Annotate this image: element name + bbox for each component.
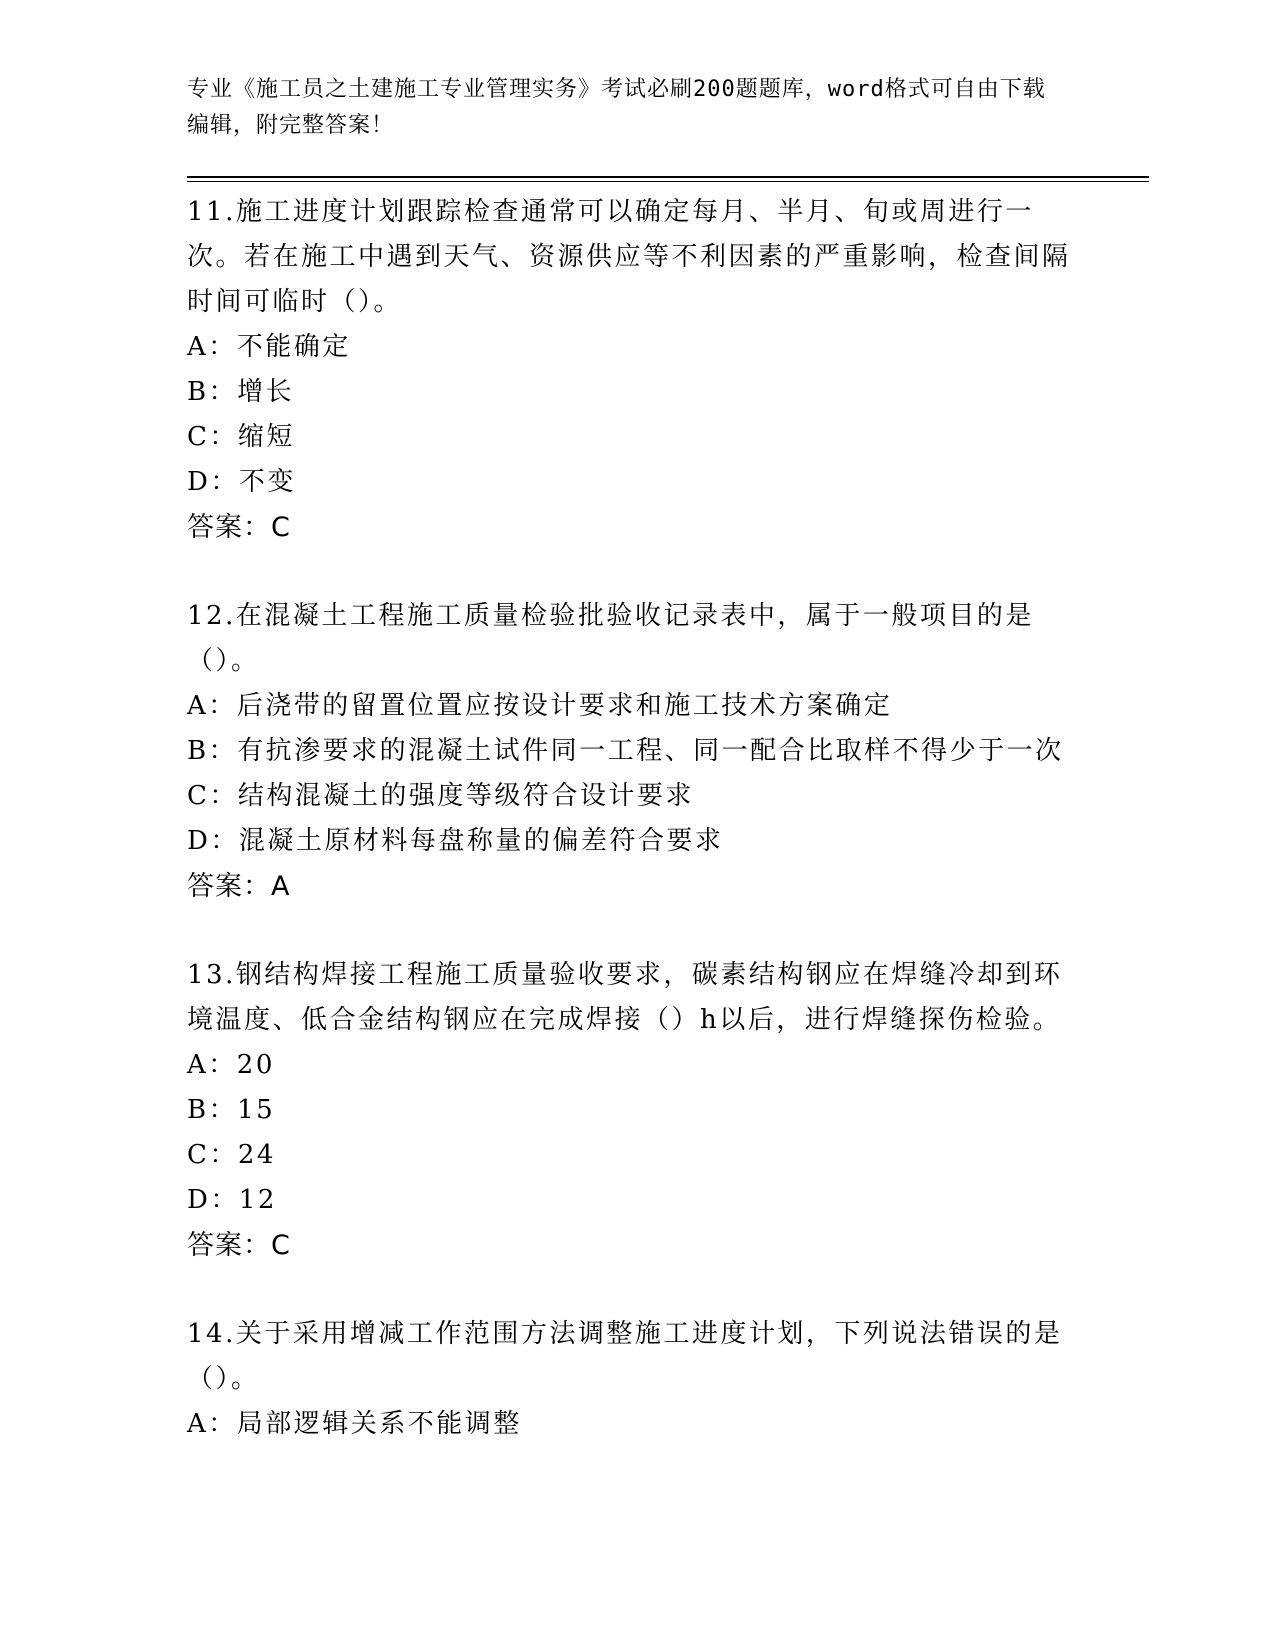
header-divider-thin: [187, 181, 1149, 182]
question-text: 11.施工进度计划跟踪检查通常可以确定每月、半月、旬或周进行一次。若在施工中遇到天气、资源供应等不利因素的严重影响，检查间隔时间可临时（）。: [187, 197, 1071, 317]
option-d: D：混凝土原材料每盘称量的偏差符合要求: [187, 826, 724, 856]
answer-line: 答案：C: [187, 512, 291, 543]
question-list: [187, 190, 1077, 1447]
question-text: 14.关于采用增减工作范围方法调整施工进度计划，下列说法错误的是（）。: [187, 1319, 1063, 1394]
question-14: [187, 1312, 1077, 1447]
question-13: [187, 953, 1077, 1268]
answer-line: 答案：C: [187, 1230, 291, 1261]
question-12: [187, 594, 1077, 909]
option-a: A：后浇带的留置位置应按设计要求和施工技术方案确定: [187, 691, 893, 721]
document-header: 专业《施工员之土建施工专业管理实务》考试必刷200题题库，word格式可自由下载编辑，附完整答案！: [187, 77, 1046, 138]
question-spacer: [187, 1268, 1077, 1312]
option-a: A：20: [187, 1050, 275, 1080]
option-c: C：24: [187, 1140, 276, 1170]
question-11: [187, 190, 1077, 550]
option-a: A：局部逻辑关系不能调整: [187, 1409, 522, 1439]
answer-line: 答案：A: [187, 871, 291, 902]
option-b: B：有抗渗要求的混凝土试件同一工程、同一配合比取样不得少于一次: [187, 736, 1064, 766]
question-spacer: [187, 550, 1077, 594]
option-b: B：增长: [187, 377, 295, 407]
option-d: D：12: [187, 1185, 277, 1215]
option-c: C：结构混凝土的强度等级符合设计要求: [187, 781, 694, 811]
header-divider-thick: [187, 176, 1149, 178]
option-d: D：不变: [187, 467, 296, 497]
question-text: 13.钢结构焊接工程施工质量验收要求，碳素结构钢应在焊缝冷却到环境温度、低合金结构钢应在完成焊接（）h以后，进行焊缝探伤检验。: [187, 960, 1063, 1035]
option-b: B：15: [187, 1095, 276, 1125]
question-text: 12.在混凝土工程施工质量检验批验收记录表中，属于一般项目的是（）。: [187, 601, 1034, 676]
option-c: C：缩短: [187, 422, 295, 452]
question-spacer: [187, 909, 1077, 953]
option-a: A：不能确定: [187, 332, 351, 362]
